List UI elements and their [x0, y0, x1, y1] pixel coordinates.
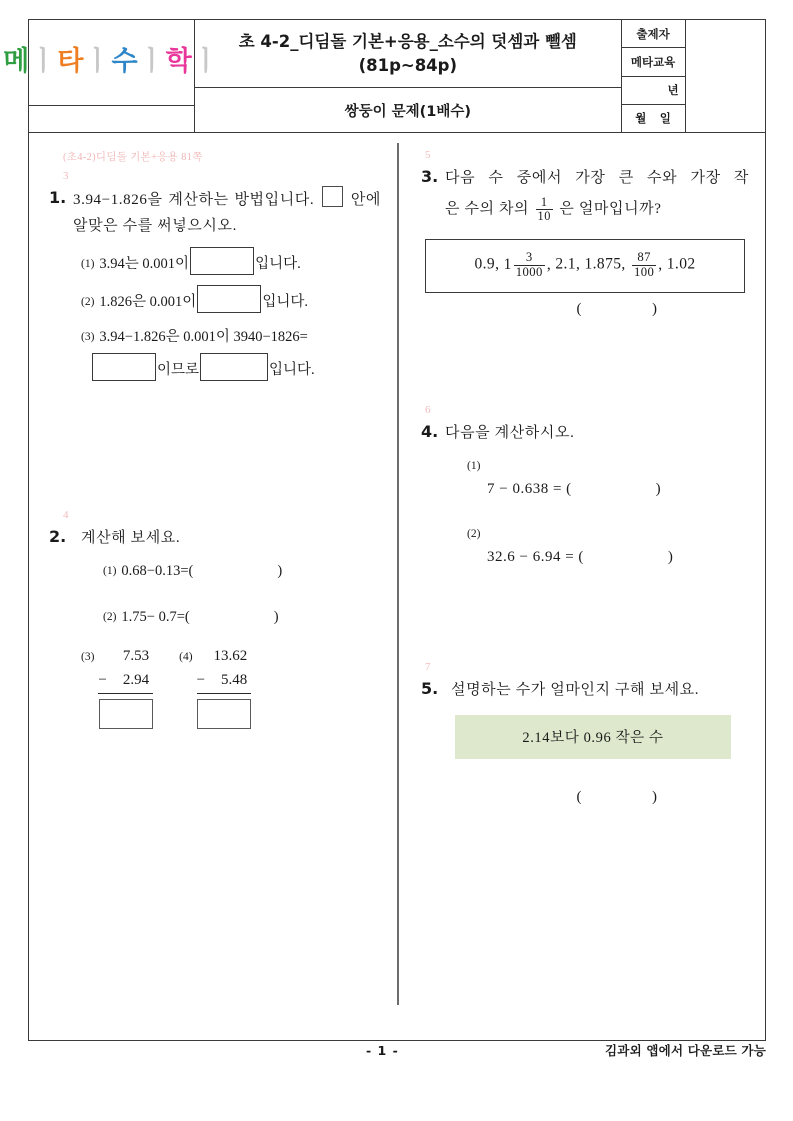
vertical-subtraction-4: [197, 645, 252, 729]
question-5-answer-line[interactable]: [421, 789, 749, 806]
number-item-2: [503, 250, 556, 279]
meta-month-label: 월: [635, 111, 647, 126]
header-logo-cell: [3, 20, 220, 132]
meta-day-label: 일: [659, 111, 671, 126]
mixed-whole: 1: [503, 255, 512, 273]
sub-1-close: ): [277, 563, 283, 580]
number-item-1: 0.9,: [474, 255, 500, 273]
question-1-sub-3: [81, 324, 381, 352]
question-1-prompt: [73, 186, 381, 240]
question-1-number: 1.: [49, 188, 67, 207]
question-1: [49, 186, 381, 387]
question-1-sub-3-line2: [91, 353, 381, 387]
minuend-row: [197, 645, 252, 668]
question-1-sub-1: [81, 247, 381, 279]
header-fill-in-area[interactable]: [686, 20, 765, 132]
question-2-sub-3: [81, 645, 153, 729]
meta-author-label: 출제자: [622, 20, 685, 48]
question-4-sub-1: [487, 476, 749, 502]
subtrahend: 5.48: [221, 671, 248, 688]
fraction-denominator: 10: [537, 209, 552, 223]
fraction-one-tenth: [536, 196, 554, 224]
question-2-vertical-calcs: [81, 645, 381, 729]
fraction-87-100: [632, 251, 656, 279]
logo: [3, 20, 220, 106]
meta-author-value: 메타교육: [622, 48, 685, 76]
sub-1-text-after: 입니다.: [255, 255, 301, 272]
sub-index: (2): [81, 296, 95, 309]
sub-3-after: 입니다.: [269, 362, 315, 379]
minuend-row: [98, 645, 153, 668]
question-1-prompt-part2: 안에 알맞은 수를 써넣으시오.: [73, 192, 381, 235]
separator: ,: [658, 255, 663, 273]
subtrahend: 2.94: [122, 671, 150, 688]
sub-3-line1: 3.94−1.826은 0.001이 3940−1826=: [99, 328, 308, 345]
paren-open: (: [576, 300, 582, 317]
question-2-sub-1: [103, 558, 381, 586]
ref-number-q2: 4: [63, 509, 69, 522]
worksheet-header: [3, 20, 765, 133]
sub-3-mid: 이므로: [157, 362, 200, 379]
question-5-prompt: 설명하는 수가 얼마인지 구해 보세요.: [451, 681, 700, 698]
question-5-number: 5.: [421, 678, 439, 698]
answer-box-2-3[interactable]: [99, 699, 153, 729]
header-title-main: [195, 20, 621, 88]
header-title-cell: [195, 20, 622, 132]
paren-close: ): [652, 300, 658, 317]
question-4-sub-2-index: (2): [467, 528, 481, 541]
minuend: 13.62: [213, 648, 248, 665]
question-4-sub-1-index: (1): [467, 459, 481, 472]
logo-blank-cell: [29, 106, 194, 132]
question-5-body: [445, 677, 749, 703]
separator: ,: [546, 255, 552, 273]
ref-number-q1: 3: [63, 170, 69, 182]
question-3-body: [445, 165, 749, 227]
question-4-number: 4.: [421, 421, 439, 441]
question-3-answer-line[interactable]: [421, 301, 749, 318]
calc-rule: [98, 693, 153, 694]
title-line-2: (81p~84p): [358, 55, 458, 75]
question-2-prompt: 계산해 보세요.: [81, 530, 181, 547]
source-reference: (초4-2)디딤돌 기본+응용 81쪽: [63, 152, 203, 163]
subtrahend-row: [98, 669, 153, 692]
sub-1-expression: 7 − 0.638 = (: [487, 481, 572, 498]
minuend: 7.53: [122, 648, 150, 665]
sub-2-close: ): [667, 549, 674, 566]
question-3-prompt-line1: 다음 수 중에서 가장 큰 수와 가장 작: [445, 170, 749, 186]
question-4: [421, 420, 749, 571]
question-2-number: 2.: [49, 527, 67, 547]
answer-box-1-2[interactable]: [197, 285, 261, 313]
sub-1-close: ): [655, 481, 662, 498]
meta-month-day-labels: [622, 104, 685, 132]
left-spacer: [49, 389, 381, 509]
sub-2-text-after: 입니다.: [262, 294, 308, 311]
question-4-prompt: 다음을 계산하시오.: [445, 424, 575, 441]
question-1-body: [73, 186, 381, 387]
sub-1-expression: 0.68−0.13=(: [121, 563, 194, 580]
question-5: [421, 677, 749, 703]
answer-box-1-3b[interactable]: [200, 353, 268, 381]
sub-2-expression: 32.6 − 6.94 = (: [487, 549, 584, 566]
paren-close: ): [652, 788, 658, 805]
ref-number-q3: 5: [425, 149, 431, 161]
logo-text: 메ㅣ타ㅣ수ㅣ학ㅣ: [3, 46, 220, 77]
fraction-numerator: 3: [525, 250, 533, 265]
question-2-body: [73, 525, 381, 729]
worksheet-page: [3, 19, 766, 1041]
right-column: [397, 133, 765, 1019]
ref-number-q4: 6: [425, 403, 431, 416]
sub-1-text-before: 3.94는 0.001이: [99, 255, 190, 272]
inline-answer-box[interactable]: [322, 186, 343, 207]
sub-index: (4): [179, 651, 193, 664]
worksheet-body: [29, 133, 765, 1019]
question-3-number: 3.: [421, 167, 439, 186]
question-4-body: [445, 420, 749, 571]
footer-note: 김과외 앱에서 다운로드 가능: [605, 1043, 766, 1058]
number-item-5: 1.02: [666, 255, 696, 273]
question-3-prompt-line2: [445, 191, 749, 227]
page-footer: [28, 1041, 766, 1059]
prompt-line2-b: 은 얼마입니까?: [559, 201, 662, 218]
answer-box-1-1[interactable]: [190, 247, 254, 275]
vertical-subtraction-3: [98, 645, 153, 729]
answer-box-1-3a[interactable]: [92, 353, 156, 381]
fraction-denominator: 100: [633, 264, 655, 279]
sub-2-expression: 1.75− 0.7=(: [121, 608, 190, 625]
question-4-sub-2: [487, 544, 749, 570]
meta-year-label: 년: [667, 83, 679, 98]
sub-2-text-before: 1.826은 0.001이: [99, 294, 197, 311]
header-meta-labels: [622, 20, 686, 132]
question-2: [49, 525, 381, 729]
number-item-4: [630, 250, 667, 279]
mixed-fraction: [514, 251, 545, 279]
question-3: [421, 165, 749, 227]
question-2-sub-4: [179, 645, 251, 729]
fraction-denominator: 1000: [515, 264, 543, 279]
right-spacer-1: [421, 318, 749, 404]
question-3-number-set: [425, 239, 745, 292]
prompt-line2-a: 은 수의 차의: [445, 201, 530, 218]
page-number: - 1 -: [366, 1042, 399, 1058]
sub-index: (3): [81, 330, 95, 343]
paren-open: (: [576, 788, 582, 805]
minus-operator: −: [98, 671, 107, 688]
sub-index: (1): [81, 257, 95, 270]
question-1-prompt-part1: 3.94−1.826을 계산하는 방법입니다.: [73, 192, 315, 208]
sub-index: (3): [81, 651, 95, 664]
right-spacer-2: [421, 573, 749, 661]
calc-rule: [197, 693, 252, 694]
fraction-numerator: 87: [637, 250, 651, 265]
question-1-sub-2: [81, 285, 381, 317]
question-2-sub-2: [103, 604, 381, 632]
subtrahend-row: [197, 669, 252, 692]
number-item-3: 2.1, 1.875,: [555, 255, 626, 273]
left-column: [29, 133, 397, 1019]
title-line-1: 초 4-2_디딤돌 기본+응용_소수의 덧셈과 뺄셈: [238, 32, 577, 52]
header-subtitle: 쌍둥이 문제(1배수): [344, 103, 472, 120]
minus-operator: −: [196, 671, 206, 688]
answer-box-2-4[interactable]: [197, 699, 251, 729]
fraction-numerator: 1: [540, 194, 548, 209]
ref-number-q5: 7: [425, 660, 431, 673]
question-5-statement-box: 2.14보다 0.96 작은 수: [455, 715, 731, 759]
sub-index: (2): [103, 610, 117, 623]
sub-2-close: ): [273, 608, 279, 625]
sub-index: (1): [103, 565, 117, 578]
